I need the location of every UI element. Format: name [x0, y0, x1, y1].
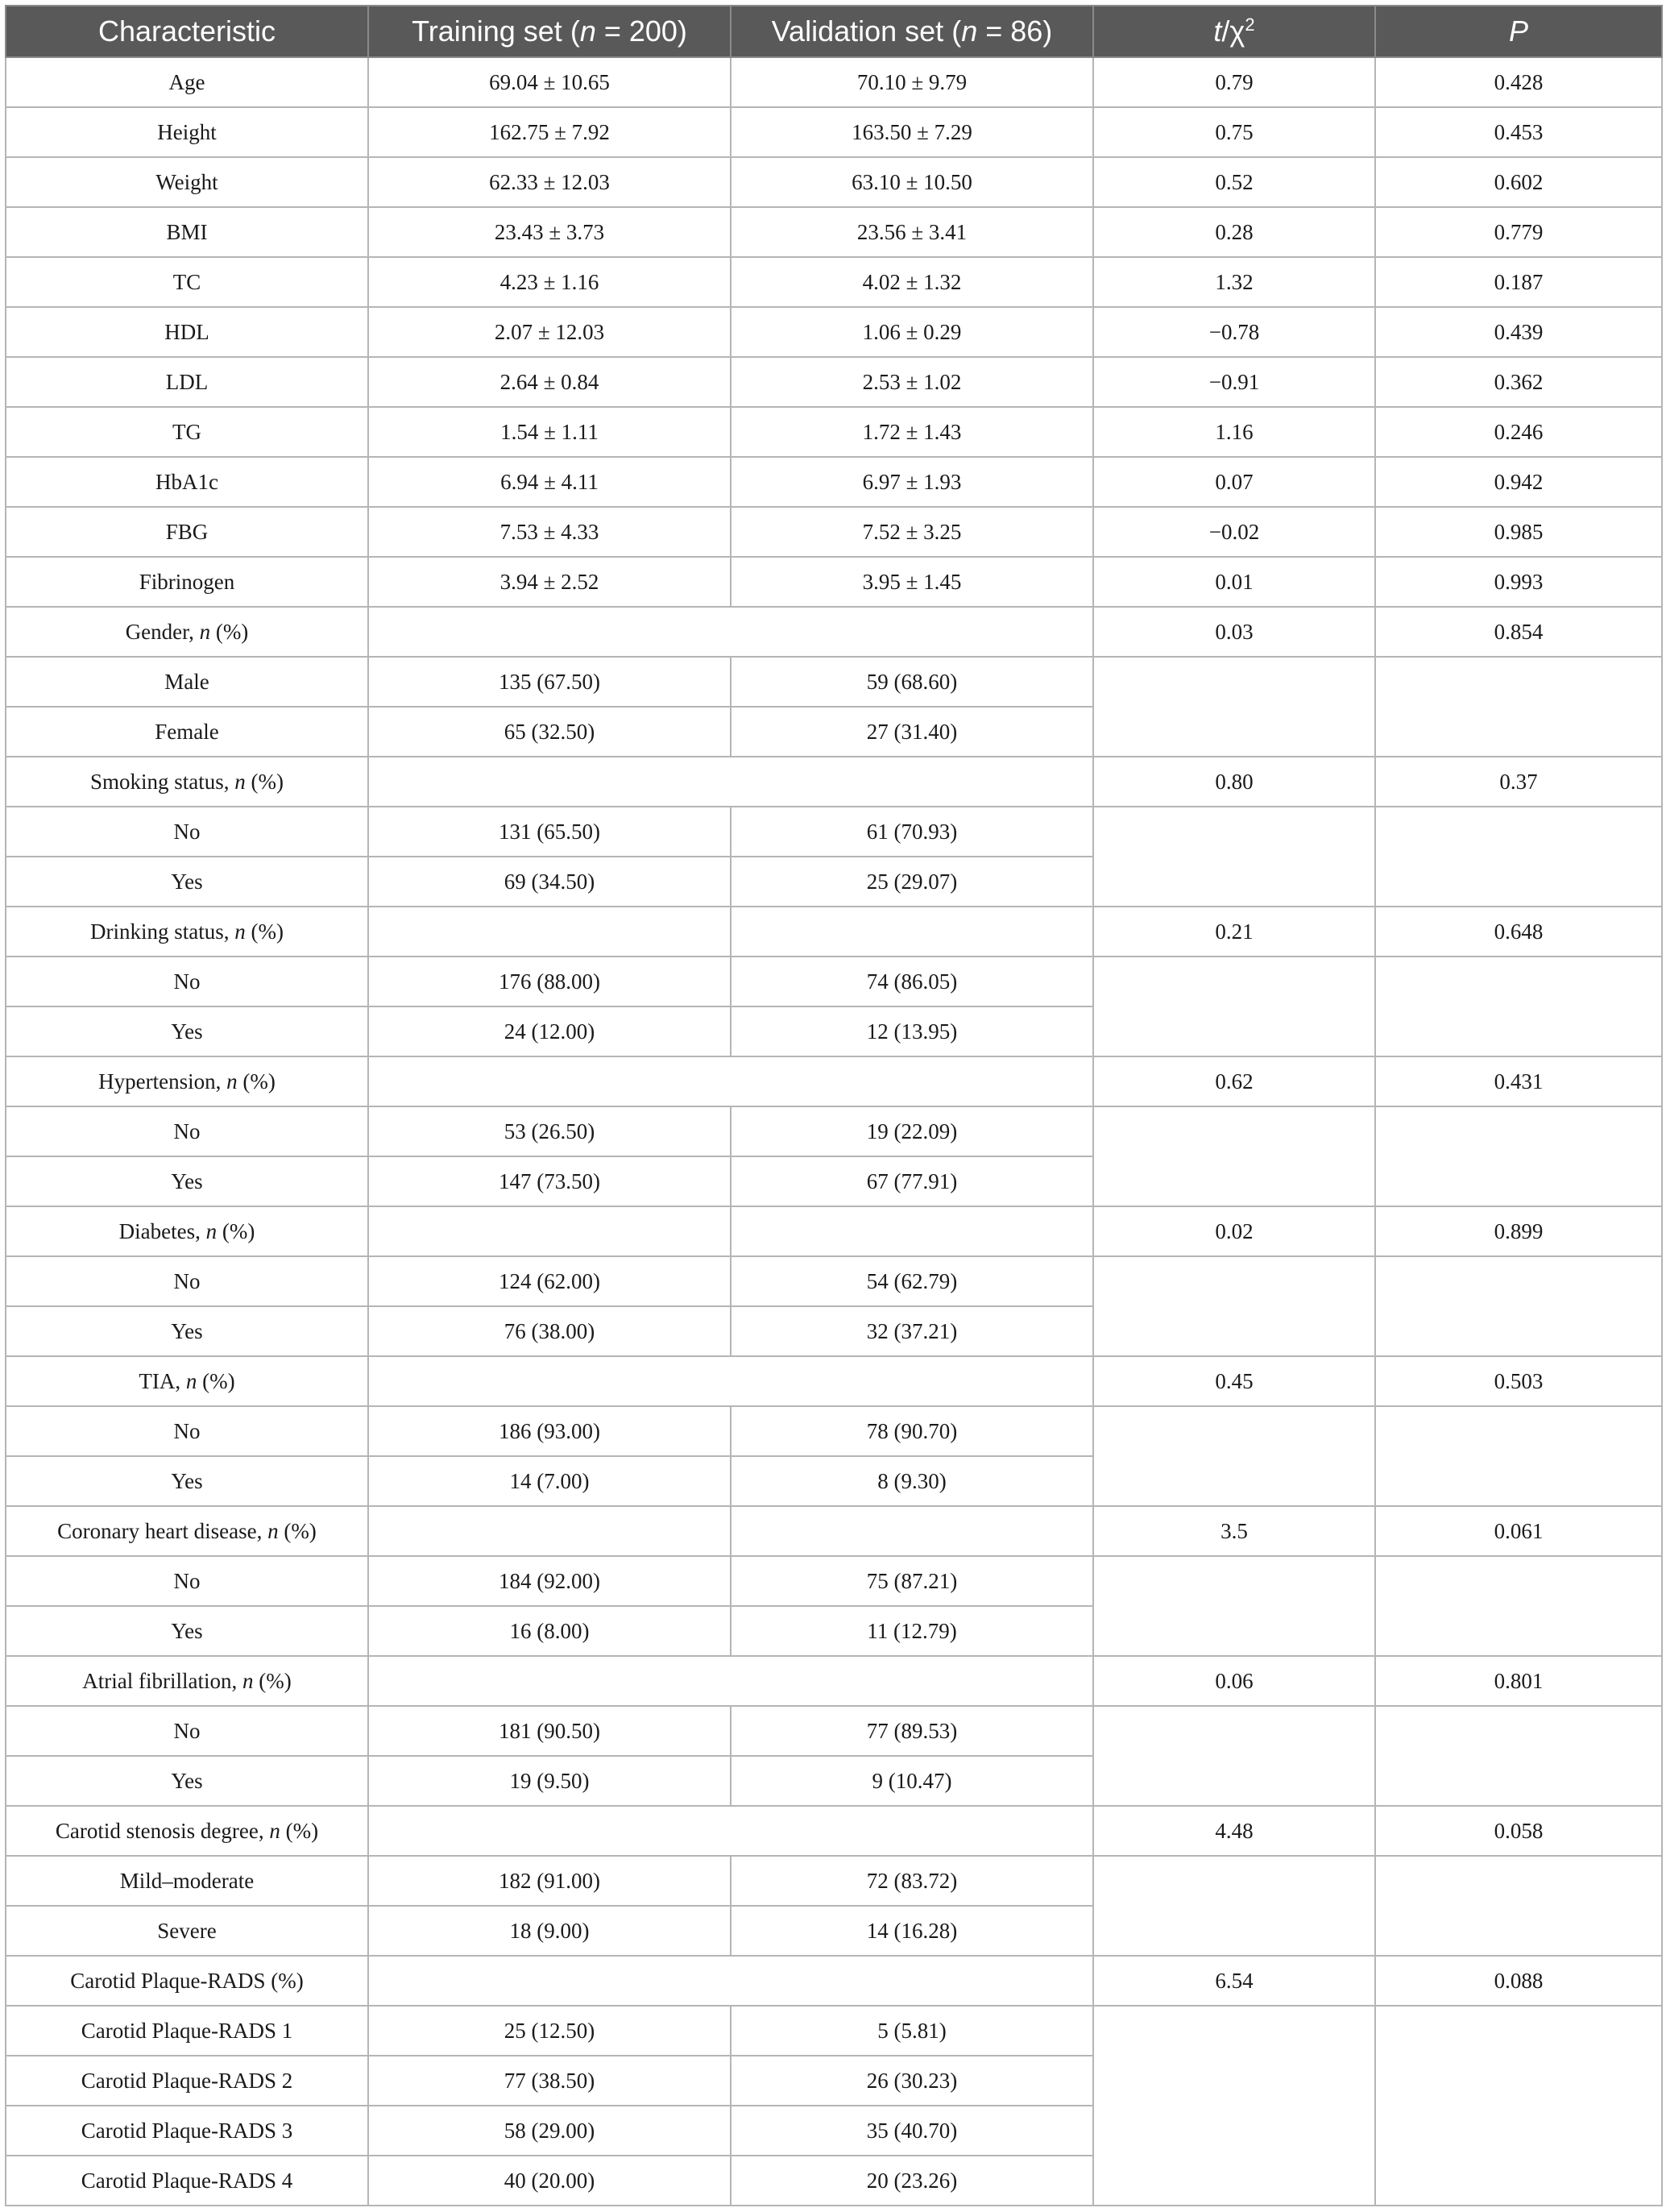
- statistic-value: 6.54: [1093, 1956, 1375, 2006]
- table-body: [6, 57, 1662, 2206]
- group-label: [6, 607, 368, 657]
- empty-cell: [368, 907, 731, 957]
- row-label: No: [6, 957, 368, 1006]
- statistic-value: 0.03: [1093, 607, 1375, 657]
- statistic-value: 0.45: [1093, 1356, 1375, 1406]
- percent-suffix: (%): [278, 1518, 317, 1543]
- row-label: HDL: [6, 307, 368, 357]
- group-label: [6, 1656, 368, 1706]
- empty-cell: [368, 1956, 1093, 2006]
- table-row: [6, 1556, 1662, 1606]
- empty-cell: [1375, 1256, 1662, 1356]
- row-label: No: [6, 1556, 368, 1606]
- n-symbol: n: [269, 1818, 280, 1843]
- empty-cell: [1093, 1256, 1375, 1356]
- group-label: [6, 1956, 368, 2006]
- row-label: Carotid Plaque-RADS 3: [6, 2106, 368, 2156]
- training-value: 124 (62.00): [368, 1256, 731, 1306]
- header-characteristic: Characteristic: [6, 6, 368, 57]
- group-label-text: Coronary heart disease,: [57, 1518, 268, 1543]
- training-value: 1.54 ± 1.11: [368, 407, 731, 457]
- validation-value: 26 (30.23): [731, 2056, 1093, 2106]
- statistic-value: 0.80: [1093, 757, 1375, 807]
- training-value: 181 (90.50): [368, 1706, 731, 1756]
- characteristics-table: [5, 5, 1663, 2206]
- training-value: 18 (9.00): [368, 1906, 731, 1956]
- statistic-value: 0.06: [1093, 1656, 1375, 1706]
- p-value: 0.801: [1375, 1656, 1662, 1706]
- validation-value: 32 (37.21): [731, 1306, 1093, 1356]
- n-symbol: n: [267, 1518, 279, 1543]
- training-value: 186 (93.00): [368, 1406, 731, 1456]
- empty-cell: [1375, 807, 1662, 907]
- validation-value: 23.56 ± 3.41: [731, 207, 1093, 257]
- group-header-row: [6, 907, 1662, 957]
- empty-cell: [1375, 1856, 1662, 1956]
- statistic-value: −0.91: [1093, 357, 1375, 407]
- empty-cell: [731, 1506, 1093, 1556]
- percent-suffix: (%): [237, 1069, 276, 1094]
- row-label: BMI: [6, 207, 368, 257]
- training-value: 58 (29.00): [368, 2106, 731, 2156]
- training-value: 65 (32.50): [368, 707, 731, 757]
- row-label: LDL: [6, 357, 368, 407]
- validation-value: 74 (86.05): [731, 957, 1093, 1006]
- empty-cell: [368, 1506, 731, 1556]
- validation-value: 27 (31.40): [731, 707, 1093, 757]
- n-symbol: n: [226, 1069, 238, 1094]
- training-value: 2.64 ± 0.84: [368, 357, 731, 407]
- statistic-value: 0.62: [1093, 1056, 1375, 1106]
- group-header-row: [6, 1056, 1662, 1106]
- statistic-value: 1.32: [1093, 257, 1375, 307]
- group-header-row: [6, 607, 1662, 657]
- validation-value: 78 (90.70): [731, 1406, 1093, 1456]
- percent-suffix: (%): [253, 1668, 292, 1693]
- header-statistic: $t/\chi^2$: [1093, 6, 1375, 57]
- empty-cell: [1093, 1706, 1375, 1806]
- table-row: [6, 407, 1662, 457]
- row-label: No: [6, 1706, 368, 1756]
- row-label: Yes: [6, 1606, 368, 1656]
- row-label: Carotid Plaque-RADS 4: [6, 2156, 368, 2206]
- row-label: Fibrinogen: [6, 557, 368, 607]
- empty-cell: [1375, 2006, 1662, 2206]
- group-header-row: [6, 1206, 1662, 1256]
- row-label: Yes: [6, 1006, 368, 1056]
- training-value: 23.43 ± 3.73: [368, 207, 731, 257]
- validation-value: 6.97 ± 1.93: [731, 457, 1093, 507]
- empty-cell: [1375, 1706, 1662, 1806]
- table-row: [6, 357, 1662, 407]
- training-value: 7.53 ± 4.33: [368, 507, 731, 557]
- validation-value: 63.10 ± 10.50: [731, 157, 1093, 207]
- training-value: 62.33 ± 12.03: [368, 157, 731, 207]
- row-label: Yes: [6, 857, 368, 907]
- percent-suffix: (%): [217, 1218, 255, 1243]
- validation-value: 7.52 ± 3.25: [731, 507, 1093, 557]
- percent-suffix: (%): [280, 1818, 319, 1843]
- p-value: 0.187: [1375, 257, 1662, 307]
- p-value: 0.431: [1375, 1056, 1662, 1106]
- p-value: 0.453: [1375, 107, 1662, 157]
- validation-value: 9 (10.47): [731, 1756, 1093, 1806]
- row-label: No: [6, 1406, 368, 1456]
- row-label: TG: [6, 407, 368, 457]
- p-value: 0.503: [1375, 1356, 1662, 1406]
- statistic-value: 0.02: [1093, 1206, 1375, 1256]
- row-label: Yes: [6, 1306, 368, 1356]
- row-label: No: [6, 1256, 368, 1306]
- group-label-text: Carotid Plaque-RADS (%): [70, 1968, 304, 1993]
- group-label: [6, 907, 368, 957]
- group-label-text: TIA,: [139, 1368, 186, 1393]
- percent-suffix: (%): [197, 1368, 235, 1393]
- group-label: [6, 1206, 368, 1256]
- p-value: 0.362: [1375, 357, 1662, 407]
- validation-value: 35 (40.70): [731, 2106, 1093, 2156]
- validation-value: 59 (68.60): [731, 657, 1093, 707]
- training-value: 2.07 ± 12.03: [368, 307, 731, 357]
- statistic-value: −0.78: [1093, 307, 1375, 357]
- empty-cell: [368, 757, 1093, 807]
- statistic-value: 3.5: [1093, 1506, 1375, 1556]
- training-value: 69 (34.50): [368, 857, 731, 907]
- empty-cell: [368, 1356, 1093, 1406]
- empty-cell: [368, 1806, 1093, 1856]
- table-row: [6, 257, 1662, 307]
- group-label-text: Diabetes,: [118, 1218, 206, 1243]
- table-row: [6, 307, 1662, 357]
- training-value: 14 (7.00): [368, 1456, 731, 1506]
- table-row: [6, 657, 1662, 707]
- row-label: No: [6, 1106, 368, 1156]
- statistic-value: 0.07: [1093, 457, 1375, 507]
- training-value: 16 (8.00): [368, 1606, 731, 1656]
- validation-value: 61 (70.93): [731, 807, 1093, 857]
- row-label: Age: [6, 57, 368, 107]
- group-header-row: [6, 1506, 1662, 1556]
- row-label: Female: [6, 707, 368, 757]
- group-header-row: [6, 1956, 1662, 2006]
- row-label: No: [6, 807, 368, 857]
- validation-value: 77 (89.53): [731, 1706, 1093, 1756]
- empty-cell: [1375, 1106, 1662, 1206]
- row-label: Carotid Plaque-RADS 1: [6, 2006, 368, 2056]
- training-value: 53 (26.50): [368, 1106, 731, 1156]
- validation-value: 12 (13.95): [731, 1006, 1093, 1056]
- header-training-set: Training set (n = 200): [368, 6, 731, 57]
- p-value: 0.088: [1375, 1956, 1662, 2006]
- empty-cell: [1093, 1106, 1375, 1206]
- p-value: 0.648: [1375, 907, 1662, 957]
- group-label-text: Drinking status,: [90, 919, 235, 944]
- empty-cell: [1093, 1856, 1375, 1956]
- validation-value: 11 (12.79): [731, 1606, 1093, 1656]
- row-label: FBG: [6, 507, 368, 557]
- validation-value: 75 (87.21): [731, 1556, 1093, 1606]
- p-value: 0.779: [1375, 207, 1662, 257]
- empty-cell: [1375, 1556, 1662, 1656]
- row-label: HbA1c: [6, 457, 368, 507]
- empty-cell: [1093, 2006, 1375, 2206]
- table-row: [6, 457, 1662, 507]
- group-label: [6, 1506, 368, 1556]
- training-value: 176 (88.00): [368, 957, 731, 1006]
- n-symbol: n: [234, 919, 246, 944]
- empty-cell: [1375, 657, 1662, 757]
- group-header-row: [6, 1356, 1662, 1406]
- p-value: 0.246: [1375, 407, 1662, 457]
- group-label-text: Atrial fibrillation,: [82, 1668, 242, 1693]
- table-row: [6, 1706, 1662, 1756]
- p-value: 0.854: [1375, 607, 1662, 657]
- table-row: [6, 1406, 1662, 1456]
- training-value: 77 (38.50): [368, 2056, 731, 2106]
- validation-value: 54 (62.79): [731, 1256, 1093, 1306]
- validation-value: 5 (5.81): [731, 2006, 1093, 2056]
- empty-cell: [1375, 1406, 1662, 1506]
- n-symbol: n: [185, 1368, 197, 1393]
- n-symbol: n: [234, 769, 246, 794]
- training-value: 40 (20.00): [368, 2156, 731, 2206]
- header-row: [6, 6, 1662, 57]
- statistic-value: 0.52: [1093, 157, 1375, 207]
- n-symbol: n: [199, 619, 211, 644]
- statistic-value: 0.21: [1093, 907, 1375, 957]
- empty-cell: [1093, 1556, 1375, 1656]
- validation-value: 70.10 ± 9.79: [731, 57, 1093, 107]
- validation-value: 25 (29.07): [731, 857, 1093, 907]
- p-value: 0.899: [1375, 1206, 1662, 1256]
- row-label: Yes: [6, 1456, 368, 1506]
- p-value: 0.985: [1375, 507, 1662, 557]
- p-value: 0.942: [1375, 457, 1662, 507]
- table-row: [6, 157, 1662, 207]
- group-label: [6, 1056, 368, 1106]
- table-row: [6, 557, 1662, 607]
- group-label: [6, 757, 368, 807]
- training-value: 135 (67.50): [368, 657, 731, 707]
- table-row: [6, 57, 1662, 107]
- p-value: 0.993: [1375, 557, 1662, 607]
- validation-value: 4.02 ± 1.32: [731, 257, 1093, 307]
- table-container: [5, 5, 1661, 2206]
- group-label-text: Hypertension,: [98, 1069, 227, 1094]
- header-validation-set: Validation set (n = 86): [731, 6, 1093, 57]
- training-value: 25 (12.50): [368, 2006, 731, 2056]
- validation-value: 1.06 ± 0.29: [731, 307, 1093, 357]
- row-label: Yes: [6, 1156, 368, 1206]
- row-label: Yes: [6, 1756, 368, 1806]
- group-header-row: [6, 757, 1662, 807]
- training-value: 24 (12.00): [368, 1006, 731, 1056]
- training-value: 19 (9.50): [368, 1756, 731, 1806]
- statistic-value: 4.48: [1093, 1806, 1375, 1856]
- table-row: [6, 107, 1662, 157]
- training-value: 6.94 ± 4.11: [368, 457, 731, 507]
- empty-cell: [1375, 957, 1662, 1056]
- group-header-row: [6, 1806, 1662, 1856]
- validation-value: 163.50 ± 7.29: [731, 107, 1093, 157]
- p-value: 0.061: [1375, 1506, 1662, 1556]
- row-label: Height: [6, 107, 368, 157]
- table-row: [6, 1106, 1662, 1156]
- training-value: 162.75 ± 7.92: [368, 107, 731, 157]
- percent-suffix: (%): [210, 619, 249, 644]
- table-row: [6, 507, 1662, 557]
- validation-value: 3.95 ± 1.45: [731, 557, 1093, 607]
- p-value: 0.058: [1375, 1806, 1662, 1856]
- empty-cell: [368, 1206, 731, 1256]
- table-row: [6, 2006, 1662, 2056]
- statistic-value: 1.16: [1093, 407, 1375, 457]
- training-value: 182 (91.00): [368, 1856, 731, 1906]
- n-symbol: n: [242, 1668, 254, 1693]
- group-label: [6, 1356, 368, 1406]
- empty-cell: [368, 1656, 1093, 1706]
- validation-value: 19 (22.09): [731, 1106, 1093, 1156]
- statistic-value: −0.02: [1093, 507, 1375, 557]
- empty-cell: [1093, 657, 1375, 757]
- table-row: [6, 1856, 1662, 1906]
- table-row: [6, 1256, 1662, 1306]
- training-value: 76 (38.00): [368, 1306, 731, 1356]
- validation-value: 8 (9.30): [731, 1456, 1093, 1506]
- statistic-value: 0.01: [1093, 557, 1375, 607]
- validation-value: 67 (77.91): [731, 1156, 1093, 1206]
- empty-cell: [731, 907, 1093, 957]
- group-label-text: Gender,: [125, 619, 200, 644]
- validation-value: 20 (23.26): [731, 2156, 1093, 2206]
- empty-cell: [368, 1056, 1093, 1106]
- table-row: [6, 207, 1662, 257]
- row-label: TC: [6, 257, 368, 307]
- table-row: [6, 807, 1662, 857]
- validation-value: 14 (16.28): [731, 1906, 1093, 1956]
- p-value: 0.439: [1375, 307, 1662, 357]
- empty-cell: [1093, 957, 1375, 1056]
- row-label: Mild–moderate: [6, 1856, 368, 1906]
- empty-cell: [1093, 807, 1375, 907]
- validation-value: 2.53 ± 1.02: [731, 357, 1093, 407]
- percent-suffix: (%): [245, 919, 284, 944]
- statistic-value: 0.75: [1093, 107, 1375, 157]
- row-label: Carotid Plaque-RADS 2: [6, 2056, 368, 2106]
- statistic-value: 0.79: [1093, 57, 1375, 107]
- training-value: 147 (73.50): [368, 1156, 731, 1206]
- row-label: Male: [6, 657, 368, 707]
- row-label: Severe: [6, 1906, 368, 1956]
- n-symbol: n: [205, 1218, 218, 1243]
- training-value: 131 (65.50): [368, 807, 731, 857]
- validation-value: 72 (83.72): [731, 1856, 1093, 1906]
- training-value: 3.94 ± 2.52: [368, 557, 731, 607]
- validation-value: 1.72 ± 1.43: [731, 407, 1093, 457]
- p-value: 0.602: [1375, 157, 1662, 207]
- p-value: 0.37: [1375, 757, 1662, 807]
- empty-cell: [1093, 1406, 1375, 1506]
- group-label: [6, 1806, 368, 1856]
- p-value: 0.428: [1375, 57, 1662, 107]
- row-label: Weight: [6, 157, 368, 207]
- training-value: 184 (92.00): [368, 1556, 731, 1606]
- group-label-text: Smoking status,: [89, 769, 235, 794]
- group-label-text: Carotid stenosis degree,: [55, 1818, 270, 1843]
- empty-cell: [368, 607, 1093, 657]
- training-value: 4.23 ± 1.16: [368, 257, 731, 307]
- table-row: [6, 957, 1662, 1006]
- percent-suffix: (%): [245, 769, 284, 794]
- statistic-value: 0.28: [1093, 207, 1375, 257]
- group-header-row: [6, 1656, 1662, 1706]
- empty-cell: [731, 1206, 1093, 1256]
- header-p-value: P: [1375, 6, 1662, 57]
- training-value: 69.04 ± 10.65: [368, 57, 731, 107]
